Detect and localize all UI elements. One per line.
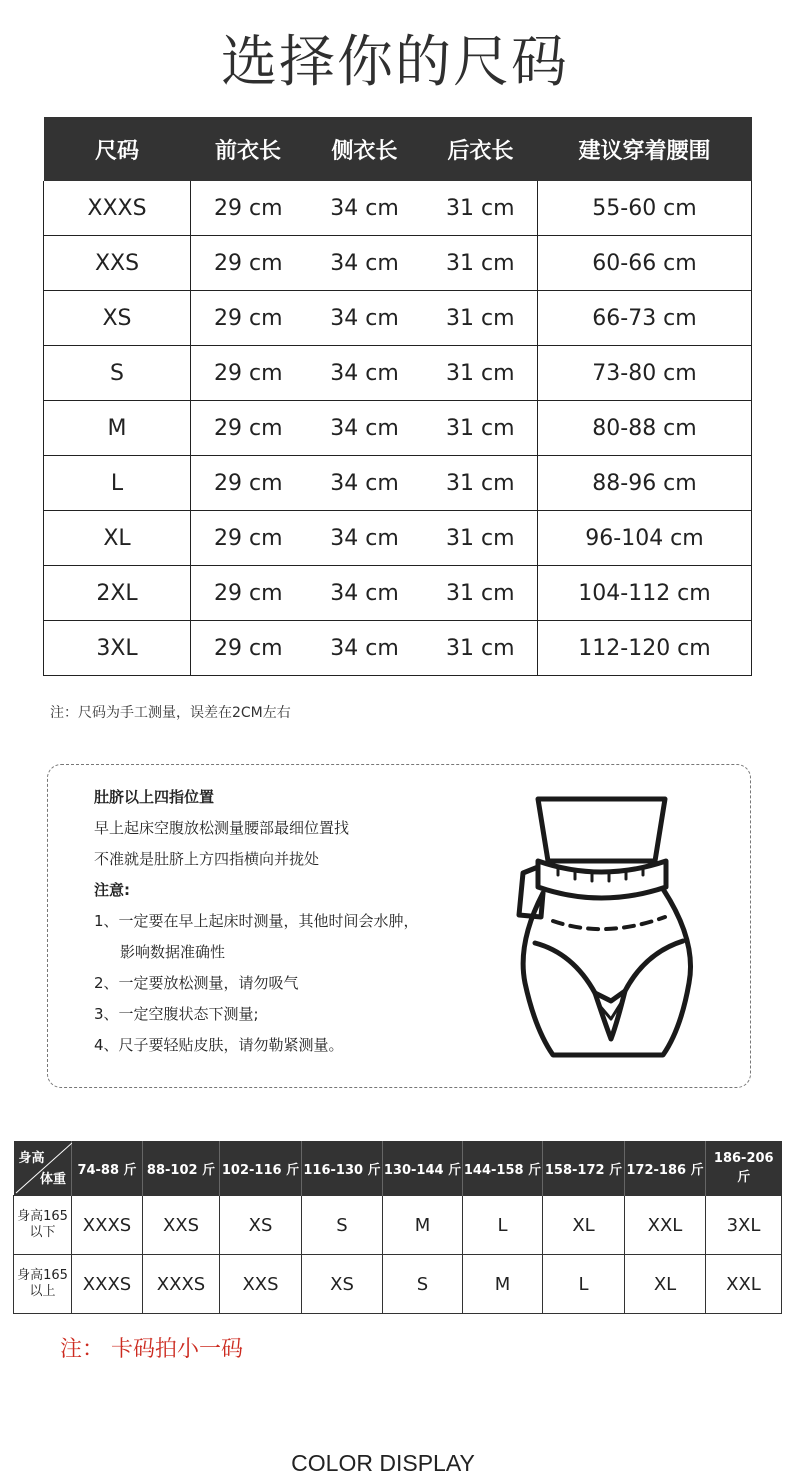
weight-range-header: 186-206 斤 [706,1141,782,1196]
height-label-cell [14,1196,72,1255]
size-cell: S [44,346,191,401]
size-table-header-row [44,117,752,181]
height-weight-table [13,1141,782,1314]
waist-cell: 104-112 cm [538,566,752,621]
attention-item: 影响数据准确性 [120,943,226,961]
height-label-line: 身高165 [17,1209,68,1224]
back-length-cell: 31 cm [424,346,538,401]
side-length-cell: 34 cm [306,456,424,511]
size-cell: 3XL [44,621,191,676]
attention-item: 3、一定空腹状态下测量; [94,1005,259,1023]
back-length-cell: 31 cm [424,566,538,621]
attention-label: 注意: [94,881,130,899]
size-cell: 2XL [44,566,191,621]
size-cell: XL [44,511,191,566]
front-length-cell: 29 cm [191,401,306,456]
height-label-line: 以下 [29,1225,56,1240]
front-length-cell: 29 cm [191,181,306,236]
header-front-length: 前衣长 [191,117,306,181]
table-row [44,456,752,511]
table-row [44,621,752,676]
side-length-cell: 34 cm [306,566,424,621]
waist-cell: 60-66 cm [538,236,752,291]
front-length-cell: 29 cm [191,511,306,566]
table-row [44,346,752,401]
header-waist: 建议穿着腰围 [538,117,752,181]
back-length-cell: 31 cm [424,456,538,511]
weight-range-header: 116-130 斤 [302,1141,383,1196]
table-row [44,401,752,456]
weight-range-header: 102-116 斤 [220,1141,302,1196]
instructions-heading: 肚脐以上四指位置 [94,788,215,806]
recommended-size-cell: XXL [706,1255,782,1314]
header-back-length: 后衣长 [424,117,538,181]
table-row [44,566,752,621]
corner-cell [14,1141,72,1196]
table-row [14,1255,782,1314]
recommended-size-cell: XXXS [143,1255,220,1314]
side-length-cell: 34 cm [306,401,424,456]
back-length-cell: 31 cm [424,236,538,291]
height-label-line: 身高165 [17,1268,68,1283]
back-length-cell: 31 cm [424,511,538,566]
weight-range-header: 130-144 斤 [383,1141,463,1196]
recommended-size-cell: XXS [143,1196,220,1255]
waist-cell: 88-96 cm [538,456,752,511]
back-length-cell: 31 cm [424,401,538,456]
weight-range-header: 88-102 斤 [143,1141,220,1196]
back-length-cell: 31 cm [424,181,538,236]
table-row [44,181,752,236]
corner-height-label: 身高 [18,1151,45,1166]
recommended-size-cell: XXXS [72,1255,143,1314]
instruction-line: 早上起床空腹放松测量腰部最细位置找 [94,819,350,837]
recommended-size-cell: XS [220,1196,302,1255]
recommended-size-cell: S [302,1196,383,1255]
back-length-cell: 31 cm [424,621,538,676]
attention-item: 2、一定要放松测量，请勿吸气 [94,974,299,992]
attention-item: 1、一定要在早上起床时测量，其他时间会水肿， [94,912,419,930]
size-cell: L [44,456,191,511]
size-cell: XXXS [44,181,191,236]
recommended-size-cell: XXXS [72,1196,143,1255]
measure-note: 注：尺码为手工测量，误差在2CM左右 [50,705,291,721]
table-row [44,291,752,346]
height-label-cell [14,1255,72,1314]
recommended-size-cell: M [463,1255,543,1314]
side-length-cell: 34 cm [306,181,424,236]
color-display-heading: COLOR DISPLAY [291,1450,475,1476]
recommended-size-cell: M [383,1196,463,1255]
measure-instructions-box [47,764,751,1088]
weight-header-row [14,1141,782,1196]
waist-cell: 55-60 cm [538,181,752,236]
front-length-cell: 29 cm [191,566,306,621]
instruction-line: 不准就是肚脐上方四指横向并拢处 [94,850,320,868]
waist-measure-illustration-icon [513,793,703,1061]
weight-range-header: 74-88 斤 [72,1141,143,1196]
waist-cell: 96-104 cm [538,511,752,566]
back-length-cell: 31 cm [424,291,538,346]
side-length-cell: 34 cm [306,236,424,291]
instructions-text [94,785,494,1064]
side-length-cell: 34 cm [306,346,424,401]
recommended-size-cell: S [383,1255,463,1314]
recommended-size-cell: XXS [220,1255,302,1314]
recommended-size-cell: XS [302,1255,383,1314]
recommended-size-cell: L [543,1255,625,1314]
recommended-size-cell: XXL [625,1196,706,1255]
size-cell: M [44,401,191,456]
weight-range-header: 144-158 斤 [463,1141,543,1196]
height-label-line: 以上 [29,1284,56,1299]
weight-range-header: 158-172 斤 [543,1141,625,1196]
weight-range-header: 172-186 斤 [625,1141,706,1196]
front-length-cell: 29 cm [191,621,306,676]
table-row [44,236,752,291]
waist-cell: 112-120 cm [538,621,752,676]
header-side-length: 侧衣长 [306,117,424,181]
front-length-cell: 29 cm [191,346,306,401]
waist-cell: 66-73 cm [538,291,752,346]
front-length-cell: 29 cm [191,236,306,291]
recommended-size-cell: XL [625,1255,706,1314]
recommended-size-cell: XL [543,1196,625,1255]
waist-cell: 73-80 cm [538,346,752,401]
size-chart-table [43,117,752,676]
recommended-size-cell: 3XL [706,1196,782,1255]
side-length-cell: 34 cm [306,291,424,346]
recommended-size-cell: L [463,1196,543,1255]
waist-cell: 80-88 cm [538,401,752,456]
size-advice-note: 注： 卡码拍小一码 [60,1337,243,1362]
table-row [14,1196,782,1255]
corner-weight-label: 体重 [39,1172,66,1187]
side-length-cell: 34 cm [306,511,424,566]
front-length-cell: 29 cm [191,291,306,346]
table-row [44,511,752,566]
size-cell: XXS [44,236,191,291]
header-size: 尺码 [44,117,191,181]
size-cell: XS [44,291,191,346]
side-length-cell: 34 cm [306,621,424,676]
attention-item: 4、尺子要轻贴皮肤，请勿勒紧测量。 [94,1036,344,1054]
front-length-cell: 29 cm [191,456,306,511]
page-title: 选择你的尺码 [221,30,569,95]
